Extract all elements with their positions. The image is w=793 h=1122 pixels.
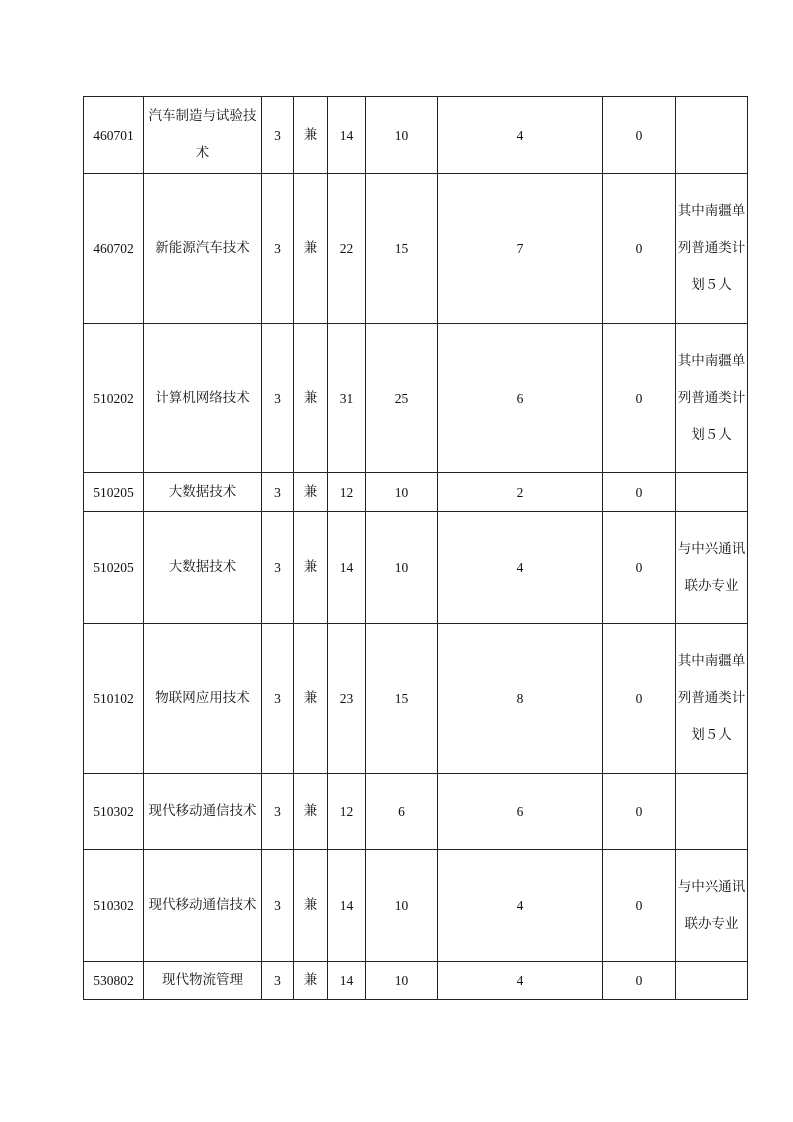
type: 兼 — [294, 473, 328, 512]
years: 3 — [262, 174, 294, 324]
major-name: 新能源汽车技术 — [144, 174, 262, 324]
note: 与中兴通讯联办专业 — [676, 850, 748, 962]
col-a: 10 — [366, 850, 438, 962]
total: 22 — [328, 174, 366, 324]
col-c: 0 — [603, 624, 676, 774]
table-row — [84, 962, 748, 1000]
col-a: 10 — [366, 473, 438, 512]
col-b: 6 — [438, 324, 603, 473]
type: 兼 — [294, 97, 328, 174]
major-code: 510102 — [84, 624, 144, 774]
major-name: 现代移动通信技术 — [144, 850, 262, 962]
note — [676, 962, 748, 1000]
type: 兼 — [294, 512, 328, 624]
total: 14 — [328, 850, 366, 962]
table-row — [84, 850, 748, 962]
col-a: 15 — [366, 624, 438, 774]
major-name: 大数据技术 — [144, 512, 262, 624]
years: 3 — [262, 473, 294, 512]
major-name: 大数据技术 — [144, 473, 262, 512]
major-name: 汽车制造与试验技术 — [144, 97, 262, 174]
col-c: 0 — [603, 774, 676, 850]
table-row — [84, 512, 748, 624]
col-b: 6 — [438, 774, 603, 850]
total: 12 — [328, 473, 366, 512]
col-c: 0 — [603, 97, 676, 174]
note: 其中南疆单列普通类计划５人 — [676, 174, 748, 324]
note: 与中兴通讯联办专业 — [676, 512, 748, 624]
col-a: 25 — [366, 324, 438, 473]
years: 3 — [262, 97, 294, 174]
major-name: 现代移动通信技术 — [144, 774, 262, 850]
col-a: 6 — [366, 774, 438, 850]
years: 3 — [262, 962, 294, 1000]
col-c: 0 — [603, 324, 676, 473]
col-a: 15 — [366, 174, 438, 324]
major-code: 460701 — [84, 97, 144, 174]
total: 14 — [328, 962, 366, 1000]
type: 兼 — [294, 324, 328, 473]
col-b: 4 — [438, 962, 603, 1000]
major-code: 510302 — [84, 850, 144, 962]
total: 12 — [328, 774, 366, 850]
type: 兼 — [294, 850, 328, 962]
table-row — [84, 174, 748, 324]
col-a: 10 — [366, 512, 438, 624]
note: 其中南疆单列普通类计划５人 — [676, 324, 748, 473]
table-row — [84, 774, 748, 850]
type: 兼 — [294, 962, 328, 1000]
col-c: 0 — [603, 473, 676, 512]
years: 3 — [262, 850, 294, 962]
table-row — [84, 473, 748, 512]
table-row — [84, 624, 748, 774]
type: 兼 — [294, 774, 328, 850]
table-row — [84, 97, 748, 174]
major-code: 510205 — [84, 473, 144, 512]
note — [676, 97, 748, 174]
col-b: 8 — [438, 624, 603, 774]
col-b: 7 — [438, 174, 603, 324]
years: 3 — [262, 624, 294, 774]
col-b: 4 — [438, 512, 603, 624]
note: 其中南疆单列普通类计划５人 — [676, 624, 748, 774]
col-c: 0 — [603, 962, 676, 1000]
major-name: 现代物流管理 — [144, 962, 262, 1000]
col-b: 2 — [438, 473, 603, 512]
years: 3 — [262, 774, 294, 850]
major-code: 510202 — [84, 324, 144, 473]
note — [676, 473, 748, 512]
note — [676, 774, 748, 850]
col-b: 4 — [438, 850, 603, 962]
col-b: 4 — [438, 97, 603, 174]
type: 兼 — [294, 624, 328, 774]
major-name: 计算机网络技术 — [144, 324, 262, 473]
major-code: 510205 — [84, 512, 144, 624]
col-c: 0 — [603, 850, 676, 962]
total: 14 — [328, 97, 366, 174]
col-a: 10 — [366, 97, 438, 174]
major-name: 物联网应用技术 — [144, 624, 262, 774]
total: 23 — [328, 624, 366, 774]
total: 31 — [328, 324, 366, 473]
table-row — [84, 324, 748, 473]
years: 3 — [262, 512, 294, 624]
enrollment-plan-table — [83, 96, 748, 1000]
years: 3 — [262, 324, 294, 473]
major-code: 510302 — [84, 774, 144, 850]
col-a: 10 — [366, 962, 438, 1000]
major-code: 530802 — [84, 962, 144, 1000]
type: 兼 — [294, 174, 328, 324]
col-c: 0 — [603, 174, 676, 324]
col-c: 0 — [603, 512, 676, 624]
total: 14 — [328, 512, 366, 624]
major-code: 460702 — [84, 174, 144, 324]
